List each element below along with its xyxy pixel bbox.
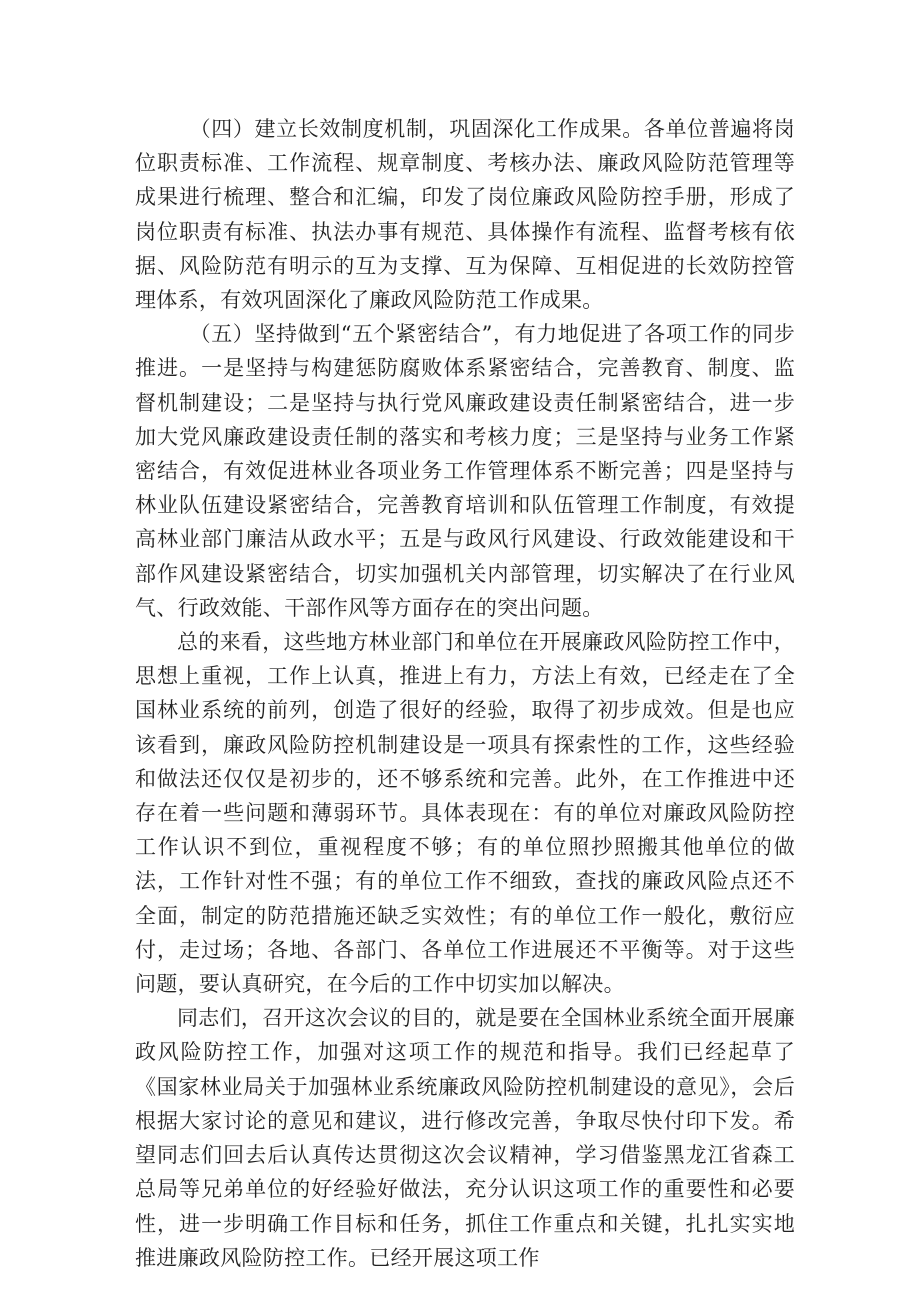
paragraph-section-five: （五）坚持做到“五个紧密结合”，有力地促进了各项工作的同步推进。一是坚持与构建惩防腐败体系紧密结合，完善教育、制度、监督机制建设；二是坚持与执行党风廉政建设责任制紧密结合，进一步加大党风廉政建设责任制的落实和考核力度；三是坚持与业务工作紧密结合，有效促进林业各项业务工作管理体系不断完善；四是坚持与林业队伍建设紧密结合，完善教育培训和队伍管理工作制度，有效提高林业部门廉洁从政水平；五是与政风行风建设、行政效能建设和干部作风建设紧密结合，切实加强机关内部管理，切实解决了在行业风气、行政效能、干部作风等方面存在的突出问题。 [135,322,795,620]
paragraph-summary: 总的来看，这些地方林业部门和单位在开展廉政风险防控工作中，思想上重视，工作上认真，推进上有力，方法上有效，已经走在了全国林业系统的前列，创造了很好的经验，取得了初步成效。但是也应该看到，廉政风险防控机制建设是一项具有探索性的工作，这些经验和做法还仅仅是初步的，还不够系统和完善。此外，在工作推进中还存在着一些问题和薄弱环节。具体表现在：有的单位对廉政风险防控工作认识不到位，重视程度不够；有的单位照抄照搬其他单位的做法，工作针对性不强；有的单位工作不细致，查找的廉政风险点还不全面，制定的防范措施还缺乏实效性；有的单位工作一般化，敷衍应付，走过场；各地、各部门、各单位工作进展还不平衡等。对于这些问题，要认真研究，在今后的工作中切实加以解决。 [135,630,795,997]
paragraph-section-four: （四）建立长效制度机制，巩固深化工作成果。各单位普遍将岗位职责标准、工作流程、规章制度、考核办法、廉政风险防范管理等成果进行梳理、整合和汇编，印发了岗位廉政风险防控手册，形成了岗位职责有标准、执法办事有规范、具体操作有流程、监督考核有依据、风险防范有明示的互为支撑、互为保障、互相促进的长效防控管理体系，有效巩固深化了廉政风险防范工作成果。 [135,117,795,313]
document-body [135,112,795,1275]
paragraph-meeting-purpose: 同志们，召开这次会议的目的，就是要在全国林业系统全面开展廉政风险防控工作，加强对这项工作的规范和指导。我们已经起草了《国家林业局关于加强林业系统廉政风险防控机制建设的意见》，会后根据大家讨论的意见和建议，进行修改完善，争取尽快付印下发。希望同志们回去后认真传达贯彻这次会议精神，学习借鉴黑龙江省森工总局等兄弟单位的好经验好做法，充分认识这项工作的重要性和必要性，进一步明确工作目标和任务，抓住工作重点和关键，扎扎实实地推进廉政风险防控工作。已经开展这项工作 [135,1006,795,1270]
